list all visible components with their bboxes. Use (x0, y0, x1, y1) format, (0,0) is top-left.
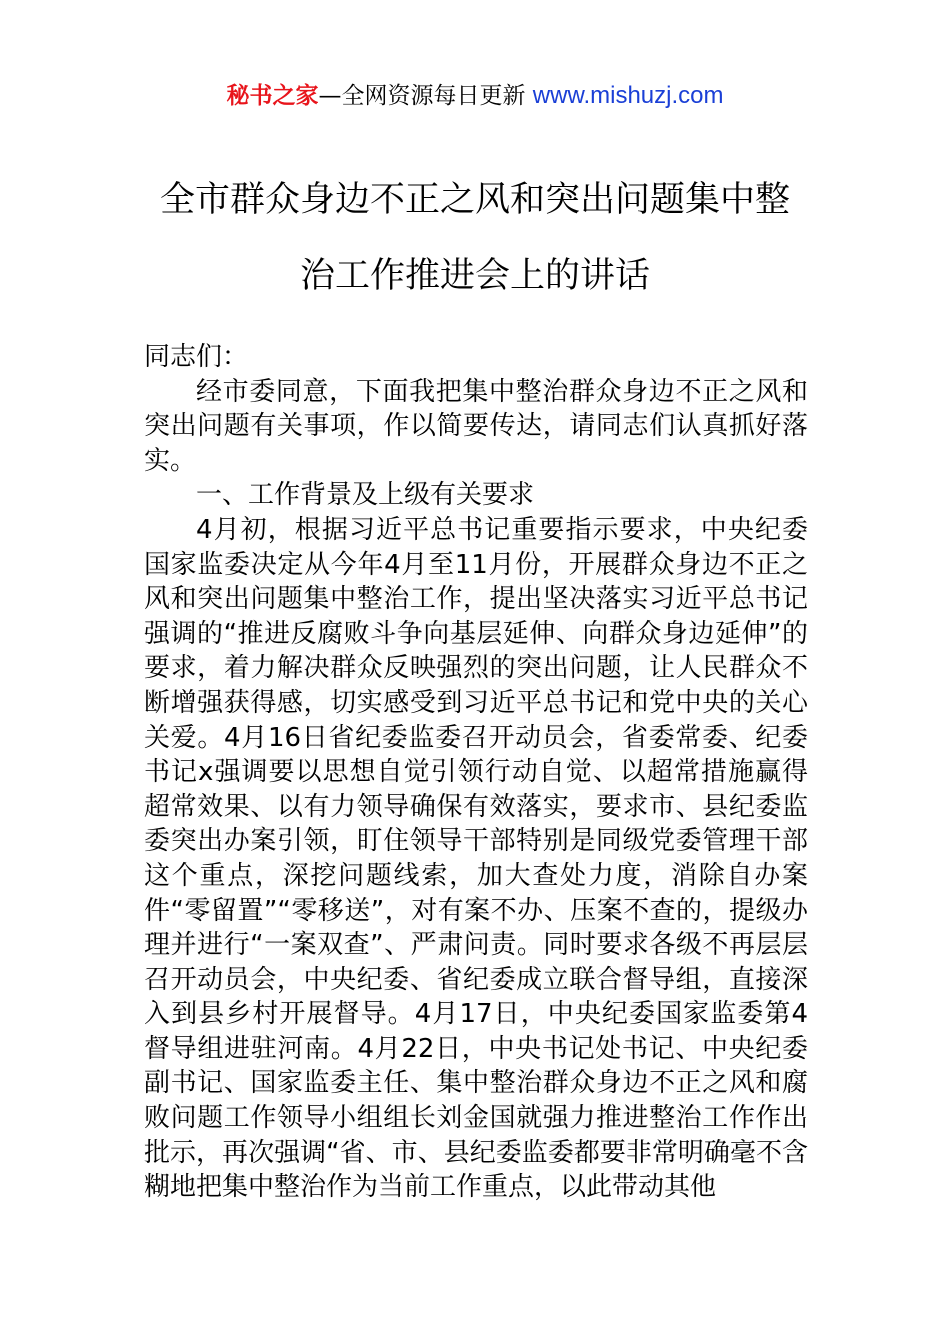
intro-paragraph: 经市委同意，下面我把集中整治群众身边不正之风和突出问题有关事项，作以简要传达，请同志们认真抓好落实。 (144, 376, 808, 476)
document-body (144, 340, 808, 1205)
header-tagline: —全网资源每日更新 (318, 83, 526, 109)
document-title (100, 176, 850, 300)
brand-name: 秘书之家 (226, 83, 319, 109)
title-line-1: 全市群众身边不正之风和突出问题集中整 (159, 180, 790, 220)
title-line-2: 治工作推进会上的讲话 (299, 256, 650, 296)
body-paragraph: 4月初，根据习近平总书记重要指示要求，中央纪委国家监委决定从今年4月至11月份，开展群众身边不正之风和突出问题集中整治工作，提出坚决落实习近平总书记强调的“推进反腐败斗争向基层延伸、向群众身边延伸”的要求，着力解决群众反映强烈的突出问题，让人民群众不断增强获得感，切实感受到习近平总书记和党中央的关心关爱。4月16日省纪委监委召开动员会，省委常委、纪委书记x强调要以思想自觉引领行动自觉、以超常措施赢得超常效果、以有力领导确保有效落实，要求市、县纪委监委突出办案引领，盯住领导干部特别是同级党委管理干部这个重点，深挖问题线索，加大查处力度，消除自办案件“零留置”“零移送”，对有案不办、压案不查的，提级办理并进行“一案双查”、严肃问责。同时要求各级不再层层召开动员会，中央纪委、省纪委成立联合督导组，直接深入到县乡村开展督导。4月17日，中央纪委国家监委第4督导组进驻河南。4月22日，中央书记处书记、中央纪委副书记、国家监委主任、集中整治群众身边不正之风和腐败问题工作领导小组组长刘金国就强力推进整治工作作出批示，再次强调“省、市、县纪委监委都要非常明确毫不含糊地把集中整治作为当前工作重点，以此带动其他 (144, 514, 808, 1203)
site-url-link[interactable]: www.mishuzj.com (532, 82, 724, 109)
salutation: 同志们： (144, 342, 249, 372)
page-header (0, 80, 950, 112)
section-heading: 一、工作背景及上级有关要求 (196, 480, 535, 511)
